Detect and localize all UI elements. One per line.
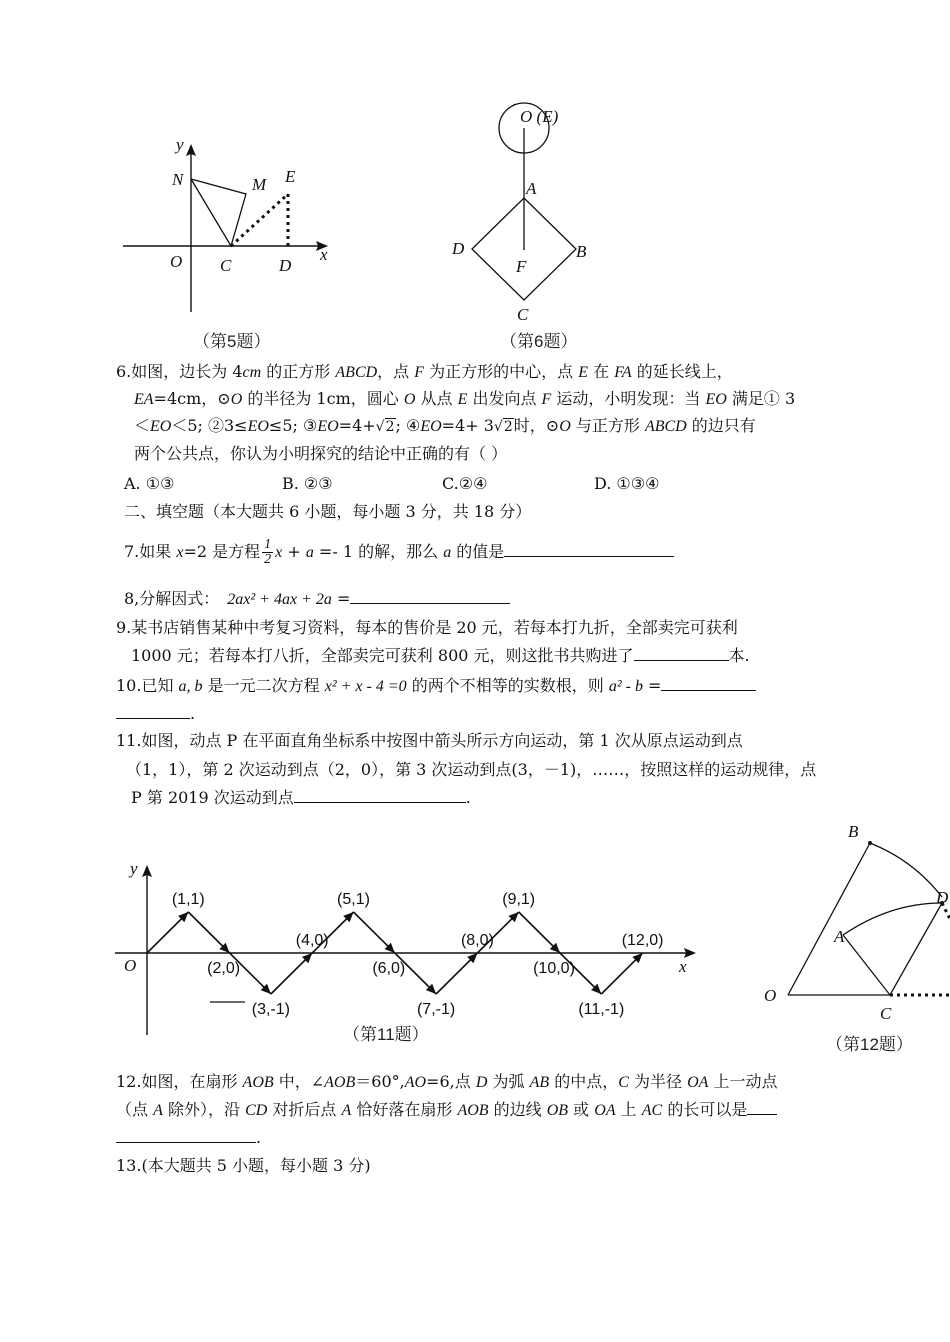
- q6-line-3: ＜EO＜5; ②3≤EO≤5; ③EO=4+√2; ④EO=4+ 3√2时，⊙O 与正方形 ABCD 的边只有: [134, 412, 756, 441]
- point-label: (8,0): [460, 932, 494, 949]
- sqrt-2: √2: [375, 419, 395, 435]
- figure-5: [118, 132, 348, 322]
- label-e: E: [285, 167, 296, 186]
- point-label: (6,0): [372, 960, 406, 977]
- q10-answer-blank-a[interactable]: [661, 672, 756, 691]
- q7-answer-blank[interactable]: [504, 538, 674, 557]
- q10: 10.已知 a, b 是一元二次方程 x² + x - 4 =0 的两个不相等的实数根，则 a² - b =: [116, 672, 756, 701]
- q12-answer-blank-a[interactable]: [747, 1096, 777, 1115]
- q9-answer-blank[interactable]: [634, 642, 729, 661]
- q11-line-3: P 第 2019 次运动到点 .: [131, 784, 471, 812]
- label-b: B: [848, 822, 859, 841]
- caption-fig5: （第5题）: [193, 332, 271, 351]
- point-label: (9,1): [502, 891, 536, 908]
- q11-answer-blank[interactable]: [294, 784, 466, 803]
- point-label: (10,0): [533, 960, 575, 977]
- point-label: (11,-1): [578, 1001, 625, 1018]
- point-label: (2,0): [207, 960, 241, 977]
- fraction-half: $\frac{1}{2}$: [264, 537, 272, 567]
- q6-line-2: EA=4cm，⊙O 的半径为 1cm，圆心 O 从点 E 出发向点 F 运动，小明发现：当 EO 满足① 3: [134, 389, 796, 408]
- q7: 7.如果 x=2 是方程 $\frac{1}{2}$ x + a =- 1 的解，那么 a 的值是: [124, 532, 674, 573]
- q6-line-1: 6.如图，边长为 4cm 的正方形 ABCD，点 F 为正方形的中心，点 E 在 FA 的延长线上，: [116, 362, 733, 381]
- q9-line-2: 1000 元；若每本打八折，全部卖完可获利 800 元，则这批书共购进了 本.: [131, 642, 750, 670]
- q6-line-4: 两个公共点，你认为小明探究的结论中正确的有（ ）: [134, 444, 508, 463]
- label-o: O: [764, 986, 777, 1005]
- q12-answer-blank-b[interactable]: [116, 1124, 256, 1143]
- label-f: F: [516, 257, 527, 276]
- label-d: D: [452, 239, 465, 258]
- caption-fig6: （第6题）: [500, 332, 578, 351]
- q13-heading: 13.(本大题共 5 小题，每小题 3 分): [116, 1156, 371, 1175]
- label-m: M: [252, 175, 267, 194]
- point-label: (5,1): [337, 891, 370, 908]
- x-axis-label: x: [679, 957, 687, 976]
- y-axis-label: y: [130, 859, 138, 878]
- q6-option-c[interactable]: C.②④: [442, 474, 488, 493]
- q12-continuation: .: [116, 1124, 261, 1152]
- figure-6: [440, 100, 610, 325]
- origin-label: O: [124, 956, 137, 975]
- sqrt-2-b: √2: [493, 419, 513, 435]
- label-d: D: [936, 888, 949, 907]
- label-o: O: [170, 252, 183, 271]
- label-a: A: [526, 179, 537, 198]
- y-axis-label: y: [176, 135, 184, 154]
- point-label: (3,-1): [251, 1001, 291, 1018]
- q12-line-2: （点 A 除外），沿 CD 对折后点 A 恰好落在扇形 AOB 的边线 OB 或 OA 上 AC 的长可以是: [116, 1096, 777, 1125]
- label-c: C: [220, 256, 232, 275]
- q6-option-b[interactable]: B. ②③: [282, 474, 333, 493]
- q10-answer-blank-b[interactable]: [116, 700, 190, 719]
- q9-line-1: 9.某书店销售某种中考复习资料，每本的售价是 20 元，若每本打九折，全部卖完可获利: [116, 618, 738, 637]
- q10-continuation: .: [116, 700, 195, 728]
- q8: 8,分解因式： 2ax² + 4ax + 2a =: [124, 585, 510, 614]
- point-label: (12,0): [621, 932, 664, 949]
- point-label: (4,0): [295, 932, 329, 949]
- figure-11: [110, 855, 710, 1045]
- x-axis-label: x: [320, 245, 328, 264]
- caption-fig11: （第11题）: [343, 1025, 429, 1044]
- q6-option-d[interactable]: D. ①③④: [594, 474, 660, 493]
- point-label: (1,1): [171, 891, 205, 908]
- label-c: C: [517, 305, 529, 324]
- section-2-heading: 二、填空题（本大题共 6 小题，每小题 3 分，共 18 分）: [124, 502, 532, 521]
- zigzag-point-labels: [172, 891, 664, 1018]
- label-a: A: [834, 927, 845, 946]
- point-label: (7,-1): [416, 1001, 456, 1018]
- caption-fig12: （第12题）: [826, 1035, 913, 1054]
- q8-answer-blank[interactable]: [350, 585, 510, 604]
- label-o-e: O (E): [520, 107, 559, 126]
- label-b: B: [576, 242, 587, 261]
- label-n: N: [172, 170, 184, 189]
- label-c: C: [880, 1004, 892, 1023]
- q12-line-1: 12.如图，在扇形 AOB 中，∠AOB＝60°,AO=6,点 D 为弧 AB 的中点，C 为半径 OA 上一动点: [116, 1072, 778, 1091]
- q11-line-2: （1，1），第 2 次运动到点（2，0），第 3 次运动到点(3，－1)，……，按照这样的运动规律，点: [126, 760, 817, 779]
- label-d: D: [279, 256, 292, 275]
- q6-option-a[interactable]: A. ①③: [124, 474, 175, 493]
- q11-line-1: 11.如图，动点 P 在平面直角坐标系中按图中箭头所示方向运动，第 1 次从原点运动到点: [116, 731, 743, 750]
- figure-12: [760, 815, 950, 1023]
